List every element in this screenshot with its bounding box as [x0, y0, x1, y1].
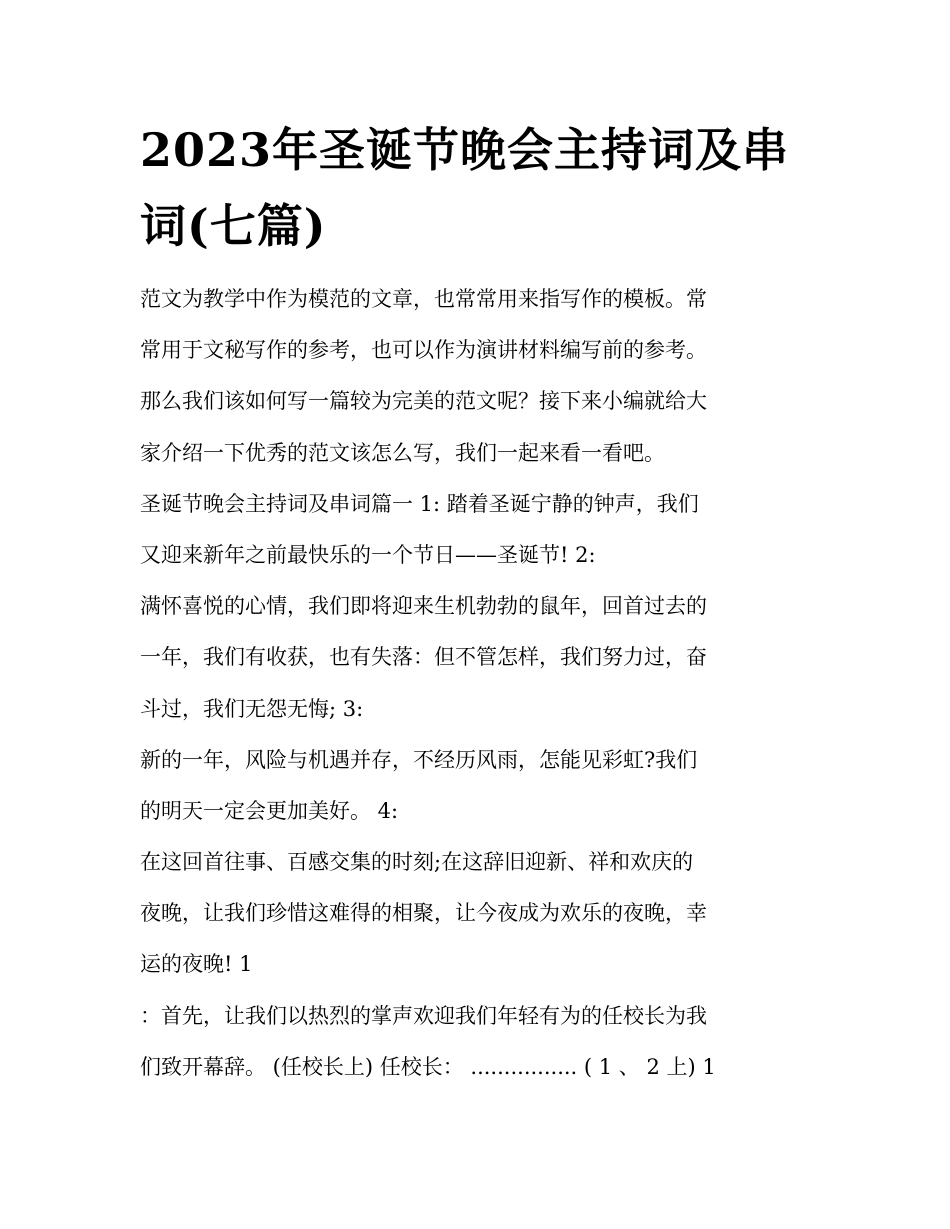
body-line: 新的一年，风险与机遇并存，不经历风雨，怎能见彩虹?我们 [140, 747, 698, 772]
body-line: 又迎来新年之前最快乐的一个节日——圣诞节! 2: [140, 542, 596, 567]
body-line: 在这回首往事、百感交集的时刻;在这辞旧迎新、祥和欢庆的 [140, 850, 694, 875]
document-title: 2023年圣诞节晚会主持词及串词(七篇) [140, 123, 790, 253]
body-line: 常用于文秘写作的参考，也可以作为演讲材料编写前的参考。 [140, 338, 707, 363]
document-content [140, 112, 815, 1093]
body-line: 们致开幕辞。 (任校长上) 任校长： ................ ( 1 、 2 上) 1 [140, 1054, 716, 1079]
body-line: 一年，我们有收获，也有失落：但不管怎样，我们努力过，奋 [140, 645, 707, 670]
body-line: 运的夜晚! 1 [140, 952, 253, 977]
body-line: 范文为教学中作为模范的文章，也常常用来指写作的模板。常 [140, 287, 707, 311]
body-line: ：首先，让我们以热烈的掌声欢迎我们年轻有为的任校长为我 [140, 1003, 707, 1028]
document-body [140, 274, 815, 1093]
body-line: 的明天一定会更加美好。 4: [140, 798, 399, 823]
body-line: 家介绍一下优秀的范文该怎么写，我们一起来看一看吧。 [140, 440, 665, 465]
body-line: 斗过，我们无怨无悔; 3: [140, 696, 364, 721]
body-line: 那么我们该如何写一篇较为完美的范文呢？接下来小编就给大 [140, 389, 707, 414]
body-line: 满怀喜悦的心情，我们即将迎来生机勃勃的鼠年，回首过去的 [140, 594, 707, 619]
body-line: 圣诞节晚会主持词及串词篇一 1: 踏着圣诞宁静的钟声，我们 [140, 491, 699, 516]
body-line: 夜晚，让我们珍惜这难得的相聚，让今夜成为欢乐的夜晚，幸 [140, 901, 707, 926]
